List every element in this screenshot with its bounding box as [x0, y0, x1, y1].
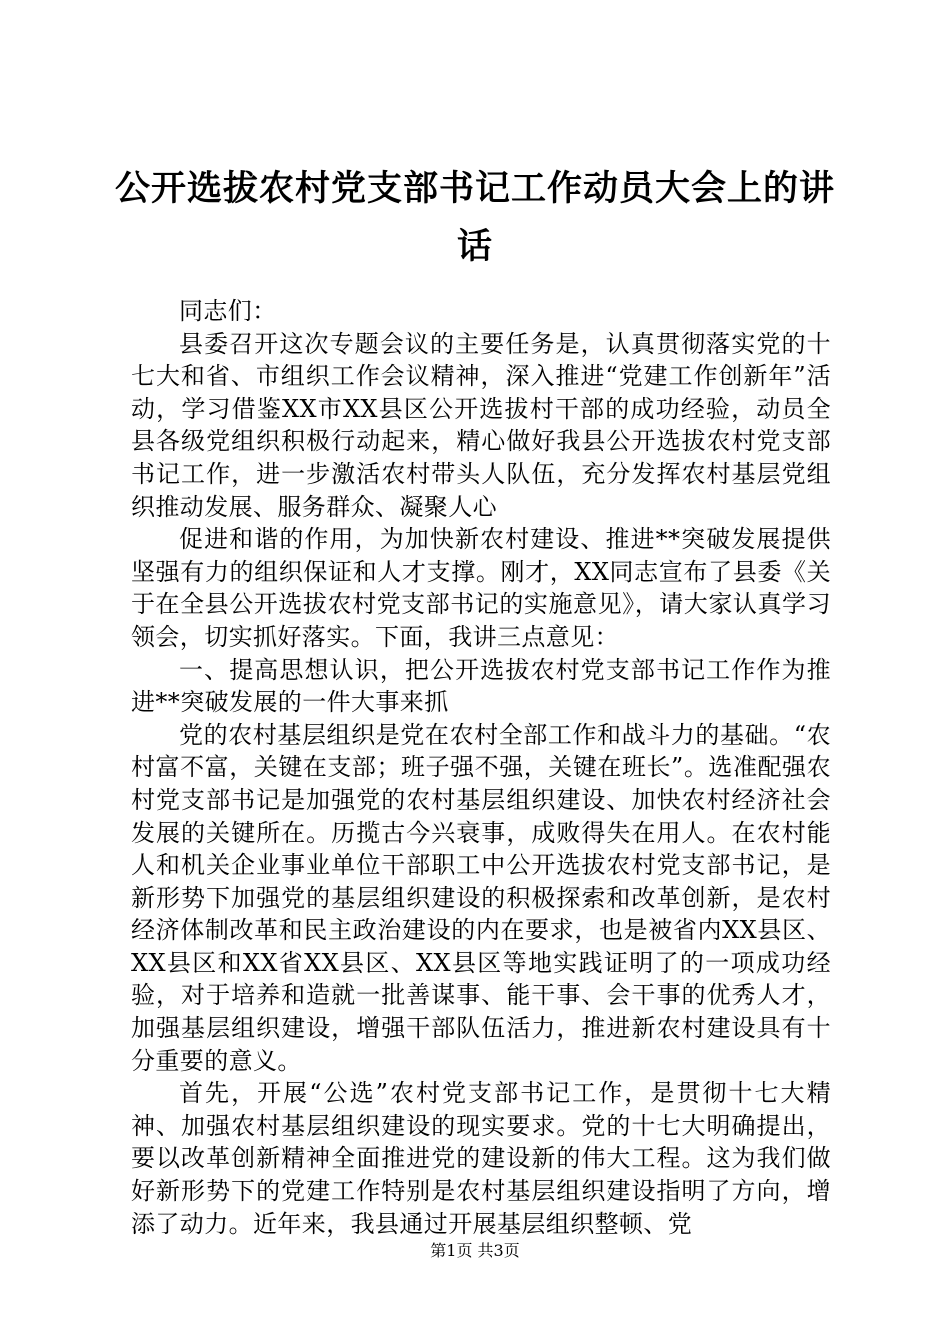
body-paragraph: 县委召开这次专题会议的主要任务是，认真贯彻落实党的十七大和省、市组织工作会议精神，深入推进“党建工作创新年”活动，学习借鉴XX市XX县区公开选拔村干部的成功经验，动员全县各级党组织积极行动起来，精心做好我县公开选拔农村党支部书记工作，进一步激活农村带头人队伍，充分发挥农村基层党组织推动发展、服务群众、凝聚人心	[131, 329, 831, 521]
document-title: 公开选拔农村党支部书记工作动员大会上的讲话	[114, 168, 835, 267]
page-number-footer: 第1页 共3页	[430, 1241, 520, 1260]
body-paragraph: 党的农村基层组织是党在农村全部工作和战斗力的基础。“农村富不富，关键在支部；班子强不强，关键在班长”。选准配强农村党支部书记是加强党的农村基层组织建设、加快农村经济社会发展的关键所在。历揽古今兴衰事，成败得失在用人。在农村能人和机关企业事业单位干部职工中公开选拔农村党支部书记，是新形势下加强党的基层组织建设的积极探索和改革创新，是农村经济体制改革和民主政治建设的内在要求，也是被省内XX县区、XX县区和XX省XX县区、XX县区等地实践证明了的一项成功经验，对于培养和造就一批善谋事、能干事、会干事的优秀人才，加强基层组织建设，增强干部队伍活力，推进新农村建设具有十分重要的意义。	[131, 720, 831, 1075]
body-paragraph: 首先，开展“公选”农村党支部书记工作，是贯彻十七大精神、加强农村基层组织建设的现实要求。党的十七大明确提出，要以改革创新精神全面推进党的建设新的伟大工程。这为我们做好新形势下的党建工作特别是农村基层组织建设指明了方向，增添了动力。近年来，我县通过开展基层组织整顿、党	[131, 1079, 831, 1238]
section-heading: 一、提高思想认识，把公开选拔农村党支部书记工作作为推进**突破发展的一件大事来抓	[131, 655, 831, 717]
body-paragraph: 促进和谐的作用，为加快新农村建设、推进**突破发展提供坚强有力的组织保证和人才支撑。刚才，XX同志宣布了县委《关于在全县公开选拔农村党支部书记的实施意见》，请大家认真学习领会，切实抓好落实。下面，我讲三点意见：	[131, 525, 831, 651]
document-body	[131, 295, 831, 1240]
salutation-paragraph: 同志们：	[179, 297, 277, 325]
